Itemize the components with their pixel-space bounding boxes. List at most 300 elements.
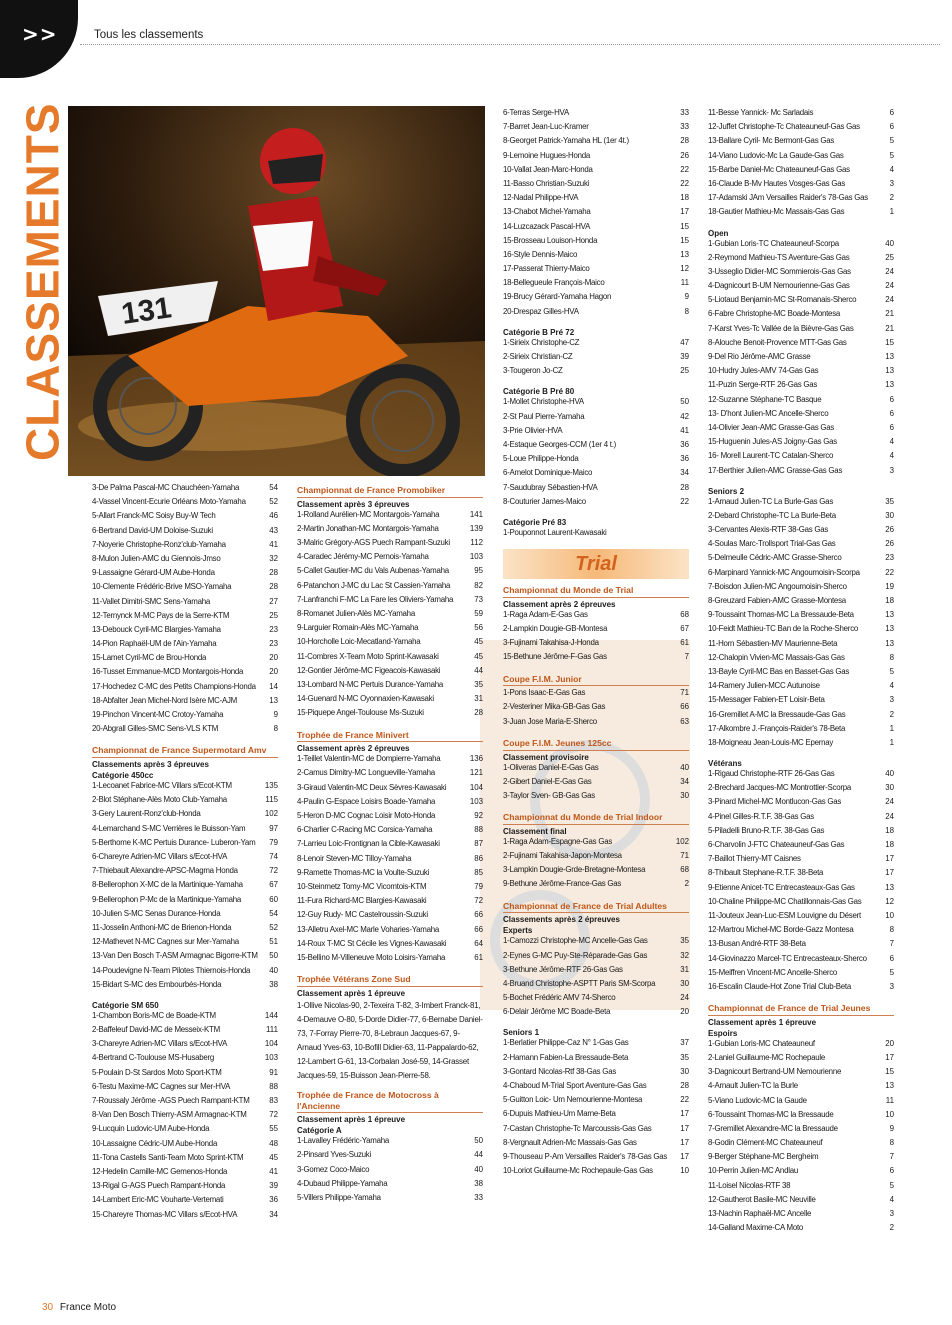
- rider-entry: 1-Berlatier Philippe-Caz N° 1-Gas Gas: [503, 1038, 629, 1048]
- points: 41: [269, 1166, 278, 1176]
- rider-entry: 1-Mollet Christophe-HVA: [503, 397, 584, 407]
- result-row: [92, 1039, 278, 1053]
- points: 13: [885, 380, 894, 390]
- result-row: [708, 1067, 894, 1081]
- result-row: [92, 781, 278, 795]
- result-row: [708, 925, 894, 939]
- rider-entry: 13- D'hont Julien-MC Ancelle-Sherco: [708, 408, 829, 418]
- points: 18: [680, 193, 689, 203]
- veterans-trial-section: [708, 759, 894, 996]
- rider-entry: 13-Chabot Michel-Yamaha: [503, 207, 591, 217]
- rider-entry: 4-Pinel Gilles-R.T.F. 38-Gas Gas: [708, 811, 815, 821]
- points: 103: [469, 796, 483, 806]
- points: 7: [684, 652, 689, 662]
- result-row: [708, 497, 894, 511]
- rider-entry: 3-Lampkin Dougie-Grde-Bretagne-Montesa: [503, 865, 646, 875]
- result-row: [708, 352, 894, 366]
- result-row: [503, 207, 689, 221]
- points: 12: [680, 264, 689, 274]
- rider-entry: 3-Taylor Sven- GB-Gas Gas: [503, 790, 595, 800]
- rider-entry: 13-Bayle Cyril-MC Bas en Basset-Gas Gas: [708, 666, 850, 676]
- result-row: [503, 1038, 689, 1052]
- rider-entry: 8-Bellerophon X-MC de la Martinique-Yamaha: [92, 880, 243, 890]
- points: 17: [885, 868, 894, 878]
- result-row: [503, 352, 689, 366]
- points: 79: [474, 881, 483, 891]
- rider-entry: 14-Poudevigne N-Team Pilotes Thiernois-Honda: [92, 965, 251, 975]
- points: 24: [885, 266, 894, 276]
- rider-entry: 14-Galland Maxime-CA Moto: [708, 1223, 804, 1233]
- page-number: 30: [42, 1302, 54, 1313]
- rider-entry: 5-Viano Ludovic-MC la Gaude: [708, 1095, 807, 1105]
- points: 13: [885, 610, 894, 620]
- rider-entry: 2-Reymond Mathieu-TS Aventure-Gas Gas: [708, 252, 850, 262]
- result-row: [503, 264, 689, 278]
- result-row: [708, 1096, 894, 1110]
- points: 8: [684, 306, 689, 316]
- category-label: Catégorie B Pré 72: [503, 327, 575, 337]
- result-row: [92, 923, 278, 937]
- result-row: [297, 581, 483, 595]
- points: 103: [264, 1053, 278, 1063]
- points: 5: [889, 136, 894, 146]
- result-row: [297, 1193, 483, 1207]
- trial-monde-section: [503, 585, 689, 666]
- trial-banner: Trial: [503, 549, 689, 579]
- points: 20: [680, 1007, 689, 1017]
- rider-entry: 7-Noyerie Christophe-Ronz'club-Yamaha: [92, 539, 226, 549]
- rider-entry: 3-Gomez Coco-Maico: [297, 1164, 370, 1174]
- rider-entry: 17-Adamski JAm Versailles Raider's 78-Gas Gas: [708, 193, 868, 203]
- rider-entry: 15-Piquepe Angel-Toulouse Ms-Suzuki: [297, 708, 424, 718]
- result-row: [92, 511, 278, 525]
- rider-entry: 8-Van Den Bosch Thierry-ASM Armagnac-KTM: [92, 1110, 247, 1120]
- result-row: [92, 1011, 278, 1025]
- result-row: [708, 783, 894, 797]
- rider-entry: 6-Terras Serge-HVA: [503, 108, 569, 117]
- points: 20: [269, 667, 278, 677]
- result-row: [503, 688, 689, 702]
- points: 28: [680, 136, 689, 146]
- points: 34: [269, 1209, 278, 1219]
- rider-entry: 16-Claude B-Mv Hautes Vosges-Gas Gas: [708, 178, 846, 188]
- rider-entry: 13-Busan André-RTF 38-Beta: [708, 939, 806, 949]
- rider-entry: 11-Puzin Serge-RTF 26-Gas Gas: [708, 380, 818, 390]
- category-label: Catégorie A: [297, 1126, 342, 1136]
- result-row: [708, 151, 894, 165]
- result-row: [297, 896, 483, 910]
- result-row: [708, 295, 894, 309]
- result-row: [92, 1082, 278, 1096]
- result-row: [503, 165, 689, 179]
- rider-entry: 7-Gremillet Alexandre-MC la Bressaude: [708, 1123, 838, 1133]
- rider-entry: 7-Larrieu Loic-Frontignan la Cible-Kawasaki: [297, 839, 440, 849]
- result-row: [708, 136, 894, 150]
- corner-badge: [0, 0, 78, 78]
- result-row: [92, 1210, 278, 1224]
- points: 61: [474, 952, 483, 962]
- result-row: [708, 511, 894, 525]
- rider-entry: 16-Escalin Claude-Hot Zone Trial Club-Beta: [708, 981, 852, 991]
- rider-entry: 6-Bertrand David-UM Doloise-Suzuki: [92, 525, 213, 535]
- rider-entry: 3-Dagnicourt Bertrand-UM Nemourienne: [708, 1067, 842, 1077]
- result-row: [708, 409, 894, 423]
- rider-entry: 13-Debouck Cyril-MC Blargies-Yamaha: [92, 624, 221, 634]
- result-row: [503, 624, 689, 638]
- rider-entry: 12-Suzanne Stéphane-TC Basque: [708, 394, 822, 404]
- rider-entry: 2-Pinsard Yves-Suzuki: [297, 1150, 371, 1160]
- result-row: [708, 826, 894, 840]
- rider-entry: 1-Chambon Boris-MC de Boade-KTM: [92, 1010, 216, 1020]
- result-row: [503, 638, 689, 652]
- rider-entry: 1-Rolland Aurélien-MC Montargois-Yamaha: [297, 509, 440, 519]
- points: 46: [269, 511, 278, 521]
- result-row: [92, 1053, 278, 1067]
- rider-entry: 10-Lassaigne Cédric-UM Aube-Honda: [92, 1138, 218, 1148]
- result-row: [92, 824, 278, 838]
- rider-entry: 15-Huguenin Jules-AS Joigny-Gas Gas: [708, 437, 837, 447]
- points: 115: [265, 795, 278, 805]
- rider-entry: 12-Mathevet N-MC Cagnes sur Mer-Yamaha: [92, 937, 239, 947]
- section-subtitle: Classement final: [503, 826, 567, 836]
- points: 104: [264, 1039, 278, 1049]
- result-row: [92, 1167, 278, 1181]
- rider-entry: 5-Callet Gautier-MC du Vals Aubenas-Yamaha: [297, 566, 449, 576]
- result-row: [503, 936, 689, 950]
- rider-entry: 5-Poulain D-St Sardos Moto Sport-KTM: [92, 1067, 222, 1077]
- points: 95: [474, 566, 483, 576]
- points: 41: [680, 425, 689, 435]
- result-row: [92, 1096, 278, 1110]
- points: 11: [885, 1095, 894, 1105]
- rider-entry: 1-Sirieix Christophe-CZ: [503, 337, 580, 347]
- result-row: [708, 165, 894, 179]
- result-row: [708, 568, 894, 582]
- points: 30: [680, 790, 689, 800]
- result-row: [503, 1081, 689, 1095]
- result-row: [92, 611, 278, 625]
- result-row: [708, 868, 894, 882]
- rider-entry: 3-Pinard Michel-MC Montlucon-Gas Gas: [708, 797, 842, 807]
- section-subtitle: Classement après 1 épreuve: [297, 988, 406, 998]
- rider-entry: 3-Juan Jose Maria-E-Sherco: [503, 716, 597, 726]
- rider-entry: 5-Loue Philippe-Honda: [503, 454, 579, 464]
- result-row: [708, 1195, 894, 1209]
- rider-entry: 3-Tougeron Jo-CZ: [503, 366, 563, 376]
- category-label: Catégorie SM 650: [92, 1000, 159, 1010]
- result-row: [503, 1007, 689, 1021]
- rider-entry: 3-Gontard Nicolas-Rtf 38-Gas Gas: [503, 1066, 617, 1076]
- rider-entry: 1-Oliveras Daniel-E-Gas Gas: [503, 762, 599, 772]
- rider-entry: 1-Raga Adam-E-Gas Gas: [503, 609, 588, 619]
- result-row: [503, 440, 689, 454]
- points: 25: [885, 252, 894, 262]
- rider-entry: 4-Caradec Jérémy-MC Pernois-Yamaha: [297, 552, 429, 562]
- rider-entry: 9-Bethune Jérôme-France-Gas Gas: [503, 879, 622, 889]
- rider-entry: 5-Berthome K-MC Pertuis Durance- Luberon-Yam: [92, 837, 256, 847]
- rider-entry: 16-Gremillet A-MC la Bressaude-Gas Gas: [708, 709, 846, 719]
- result-row: [708, 939, 894, 953]
- rider-entry: 9-Lemoine Hugues-Honda: [503, 150, 591, 160]
- result-row: [503, 610, 689, 624]
- rider-entry: 11-Fura Richard-MC Blargies-Kawasaki: [297, 896, 427, 906]
- rider-entry: 15-Bidart S-MC des Embourbés-Honda: [92, 979, 222, 989]
- result-row: [297, 694, 483, 708]
- rider-entry: 8-Lenoir Steven-MC Tilloy-Yamaha: [297, 853, 412, 863]
- result-row: [708, 423, 894, 437]
- points: 25: [680, 366, 689, 376]
- points: 21: [885, 309, 894, 319]
- result-row: [708, 1110, 894, 1124]
- category-label: Experts: [503, 926, 533, 936]
- result-row: [503, 307, 689, 321]
- result-row: [503, 652, 689, 666]
- points: 10: [885, 1109, 894, 1119]
- rider-entry: 3-Chareyre Adrien-MC Villars s/Ecot-HVA: [92, 1039, 228, 1049]
- rider-entry: 10-Chaline Philippe-MC Chatillonnais-Gas Gas: [708, 896, 862, 906]
- result-row: [708, 437, 894, 451]
- rider-entry: 11-Jouteux Jean-Luc-ESM Louvigne du Désert: [708, 910, 861, 920]
- rider-entry: 6-Fabre Christophe-MC Boade-Montesa: [708, 309, 841, 319]
- result-row: [92, 639, 278, 653]
- rider-entry: 14-Luzcazack Pascal-HVA: [503, 221, 591, 231]
- points: 27: [269, 596, 278, 606]
- points: 9: [889, 1123, 894, 1133]
- result-row: [297, 939, 483, 953]
- result-row: [503, 979, 689, 993]
- points: 66: [680, 702, 689, 712]
- points: 45: [474, 651, 483, 661]
- result-row: [503, 528, 689, 542]
- result-row: [297, 623, 483, 637]
- rider-entry: 1-Lecoanet Fabrice-MC Villars s/Ecot-KTM: [92, 781, 232, 791]
- points: 1: [889, 207, 894, 217]
- column-1: [92, 483, 278, 1231]
- result-row: [708, 653, 894, 667]
- points: 45: [269, 1152, 278, 1162]
- points: 39: [680, 352, 689, 361]
- points: 50: [269, 951, 278, 961]
- points: 44: [474, 665, 483, 675]
- rider-entry: 9-Ramette Thomas-MC la Voulte-Suzuki: [297, 867, 430, 877]
- points: 35: [680, 936, 689, 946]
- rider-entry: 15-Meiffren Vincent-MC Ancelle-Sherco: [708, 967, 838, 977]
- result-row: [297, 839, 483, 853]
- rider-entry: 19-Pinchon Vincent-MC Crotoy-Yamaha: [92, 710, 224, 719]
- ranking-continued: [92, 483, 278, 738]
- rider-entry: 10-Vallat Jean-Marc-Honda: [503, 164, 593, 174]
- result-row: [708, 710, 894, 724]
- category-label: Vétérans: [708, 759, 742, 769]
- points: 60: [269, 894, 278, 904]
- rider-entry: 4-Bruand Christophe-ASPTT Paris SM-Scorpa: [503, 978, 656, 988]
- result-row: [92, 937, 278, 951]
- result-row: [708, 624, 894, 638]
- rider-entry: 17-Alkombre J.-François-Raider's 78-Beta: [708, 723, 846, 733]
- rider-entry: 11-Vallet Dimitri-SMC Sens-Yamaha: [92, 596, 211, 606]
- rider-entry: 18-Moigneau Jean-Louis-MC Epernay: [708, 737, 834, 747]
- rider-entry: 6-Amelot Dominique-Maico: [503, 468, 593, 478]
- points: 3: [889, 178, 894, 188]
- section-subtitle: Classement après 2 épreuves: [503, 599, 616, 609]
- result-row: [503, 193, 689, 207]
- points: 61: [680, 638, 689, 648]
- points: 56: [474, 623, 483, 633]
- result-row: [92, 809, 278, 823]
- rider-entry: 2-Hamann Fabien-La Bressaude-Beta: [503, 1052, 629, 1062]
- rider-entry: 7-Thiebault Alexandre-APSC-Magma Honda: [92, 866, 238, 876]
- rider-entry: 5-Heron D-MC Cognac Loisir Moto-Honda: [297, 811, 436, 821]
- rider-entry: 6-Chareyre Adrien-MC Villars s/Ecot-HVA: [92, 852, 228, 862]
- points: 15: [885, 1067, 894, 1077]
- result-row: [708, 883, 894, 897]
- sm650-section: [92, 1001, 278, 1224]
- result-row: [92, 1124, 278, 1138]
- veterans-sud-section: [297, 974, 483, 1083]
- result-row: [297, 637, 483, 651]
- points: 1: [889, 737, 894, 747]
- rider-entry: 7-Lanfranchi F-MC La Fare les Oliviers-Yamaha: [297, 594, 454, 604]
- points: 5: [889, 1180, 894, 1190]
- result-row: [503, 717, 689, 731]
- result-row: [92, 852, 278, 866]
- points: 144: [264, 1010, 278, 1020]
- rider-entry: 2-Baffeleuf David-MC de Messeix-KTM: [92, 1025, 220, 1035]
- points: 86: [474, 853, 483, 863]
- section-title: Trophée Vétérans Zone Sud: [297, 974, 483, 987]
- result-row: [708, 1181, 894, 1195]
- result-row: [503, 179, 689, 193]
- points: 13: [269, 695, 278, 705]
- rider-entry: 9-Etienne Anicet-TC Entrecasteaux-Gas Gas: [708, 882, 855, 892]
- result-row: [92, 497, 278, 511]
- rider-entry: 3-Prie Olivier-HVA: [503, 425, 563, 435]
- rider-entry: 6-Patanchon J-MC du Lac St Cassien-Yamaha: [297, 580, 451, 590]
- result-row: [503, 951, 689, 965]
- result-row: [708, 122, 894, 136]
- result-row: [708, 854, 894, 868]
- rider-entry: 1-Pons Isaac-E-Gas Gas: [503, 688, 586, 698]
- motocross-photo: [68, 106, 485, 476]
- points: 18: [885, 840, 894, 849]
- points: 13: [885, 882, 894, 892]
- points: 44: [474, 1150, 483, 1160]
- result-row: [708, 1124, 894, 1138]
- result-row: [297, 708, 483, 722]
- result-row: [708, 239, 894, 253]
- rider-entry: 9-Lucquin Ludovic-UM Aube-Honda: [92, 1124, 210, 1134]
- points: 68: [680, 609, 689, 619]
- section-subtitle: Classement provisoire: [503, 752, 589, 762]
- points: 8: [889, 652, 894, 662]
- result-row: [708, 1081, 894, 1095]
- rider-entry: 16-Style Dennis-Maico: [503, 249, 578, 259]
- result-row: [708, 309, 894, 323]
- points: 30: [680, 1066, 689, 1076]
- points: 40: [885, 769, 894, 779]
- points: 23: [885, 553, 894, 563]
- points: 72: [269, 866, 278, 876]
- page-header-title: Tous les classements: [94, 29, 204, 41]
- ranking-continued: [503, 108, 689, 321]
- rider-entry: 6-Toussaint Thomas-MC la Bressaude: [708, 1109, 834, 1119]
- rider-entry: 12-Guy Rudy- MC Castelroussin-Suzuki: [297, 910, 428, 920]
- rider-entry: 10-Julien S-MC Senas Durance-Honda: [92, 908, 221, 918]
- points: 33: [474, 1193, 483, 1203]
- result-row: [92, 696, 278, 710]
- rider-entry: 3-De Palma Pascal-MC Chauchéen-Yamaha: [92, 483, 240, 492]
- fim-junior-section: [503, 674, 689, 731]
- result-row: [297, 566, 483, 580]
- rider-entry: 8-Godin Clément-MC Chateauneuf: [708, 1138, 823, 1148]
- result-row: [708, 812, 894, 826]
- rider-entry: 15-Lamet Cyril-MC de Brou-Honda: [92, 653, 207, 663]
- rider-entry: 1-Raga Adam-Espagne-Gas Gas: [503, 836, 613, 846]
- rider-entry: 3-Bethune Jérôme-RTF 26-Gas Gas: [503, 964, 623, 974]
- points: 33: [680, 108, 689, 117]
- points: 31: [680, 964, 689, 974]
- rider-entry: 3-Malric Grégory-AGS Puech Rampant-Suzuki: [297, 538, 450, 548]
- rider-entry: 4-Paulin G-Espace Loisirs Boade-Yamaha: [297, 796, 436, 806]
- points: 6: [889, 953, 894, 963]
- points: 88: [474, 825, 483, 835]
- result-row: [708, 681, 894, 695]
- points: 22: [680, 164, 689, 174]
- points: 9: [273, 710, 278, 719]
- rider-entry: 14-Viano Ludovic-Mc La Gaude-Gas Gas: [708, 150, 844, 160]
- points: 3: [889, 465, 894, 475]
- points: 6: [889, 108, 894, 117]
- rider-entry: 19-Brucy Gérard-Yamaha Hagon: [503, 292, 612, 302]
- result-row: [92, 1110, 278, 1124]
- rider-entry: 15-Brosseau Louison-Honda: [503, 235, 598, 245]
- result-row: [92, 653, 278, 667]
- ancienne-section: [297, 1090, 483, 1207]
- rider-entry: 8-Thibault Stephane-R.T.F. 38-Beta: [708, 868, 824, 878]
- rider-entry: 14-Ramery Julien-MCC Autunoise: [708, 681, 820, 691]
- section-subtitle: Classement après 1 épreuve: [297, 1115, 406, 1125]
- result-row: [503, 151, 689, 165]
- points: 35: [885, 496, 894, 506]
- points: 40: [269, 965, 278, 975]
- rider-entry: 4-Estaque Georges-CCM (1er 4 t.): [503, 439, 617, 449]
- rider-entry: 7-Roussaly Jérôme -AGS Puech Rampant-KTM: [92, 1096, 250, 1106]
- points: 2: [889, 1223, 894, 1233]
- rider-entry: 4-Bertrand C-Toulouse MS-Husaberg: [92, 1053, 215, 1063]
- result-row: [92, 597, 278, 611]
- result-row: [503, 1124, 689, 1138]
- points: 2: [889, 193, 894, 203]
- rider-entry: 7-Barret Jean-Luc-Kramer: [503, 122, 589, 132]
- result-row: [297, 595, 483, 609]
- points: 6: [889, 1166, 894, 1176]
- result-row: [503, 397, 689, 411]
- rider-entry: 5-Villers Philippe-Yamaha: [297, 1193, 381, 1203]
- rider-entry: 5-Guitton Loic- Um Nemourienne-Montesa: [503, 1095, 643, 1105]
- result-row: [297, 1150, 483, 1164]
- rider-entry: 20-Abgrall Gilles-SMC Sens-VLS KTM: [92, 724, 219, 734]
- result-row: [92, 1139, 278, 1153]
- rider-entry: 1-Gubian Loris-TC Chateauneuf-Scorpa: [708, 238, 839, 248]
- points: 24: [680, 993, 689, 1003]
- result-row: [708, 667, 894, 681]
- points: 15: [680, 235, 689, 245]
- result-row: [297, 882, 483, 896]
- points: 82: [474, 580, 483, 590]
- result-row: [297, 1165, 483, 1179]
- points: 12: [885, 896, 894, 906]
- points: 104: [469, 782, 483, 792]
